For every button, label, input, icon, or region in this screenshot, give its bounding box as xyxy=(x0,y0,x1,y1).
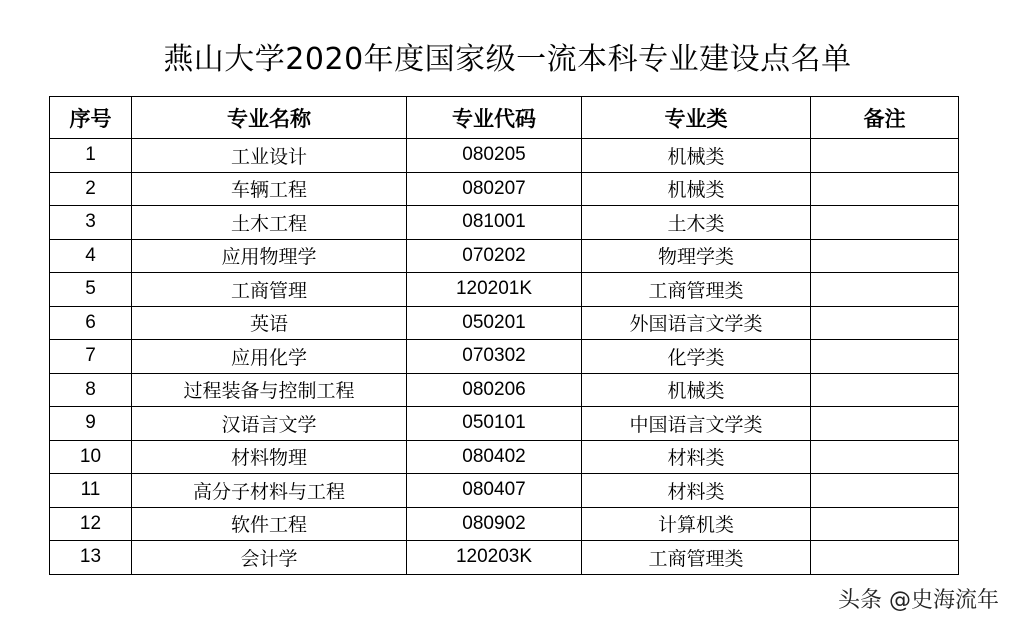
cell-major-name: 工商管理 xyxy=(132,273,407,307)
cell-major-name: 汉语言文学 xyxy=(132,407,407,441)
cell-index: 9 xyxy=(50,407,132,441)
cell-index: 2 xyxy=(50,172,132,206)
cell-category: 工商管理类 xyxy=(582,273,811,307)
cell-major-code: 050101 xyxy=(407,407,582,441)
table-row xyxy=(50,306,959,340)
cell-category: 物理学类 xyxy=(582,239,811,273)
cell-index: 3 xyxy=(50,206,132,240)
cell-major-name: 应用物理学 xyxy=(132,239,407,273)
cell-major-code: 070302 xyxy=(407,340,582,374)
cell-major-name: 软件工程 xyxy=(132,507,407,541)
cell-index: 5 xyxy=(50,273,132,307)
cell-remark xyxy=(811,206,959,240)
cell-major-code: 080205 xyxy=(407,139,582,173)
cell-remark xyxy=(811,172,959,206)
cell-remark xyxy=(811,507,959,541)
table-row xyxy=(50,440,959,474)
cell-category: 机械类 xyxy=(582,172,811,206)
cell-major-code: 080402 xyxy=(407,440,582,474)
major-list-table xyxy=(49,96,959,575)
cell-category: 外国语言文学类 xyxy=(582,306,811,340)
table-row xyxy=(50,507,959,541)
cell-index: 12 xyxy=(50,507,132,541)
cell-major-name: 车辆工程 xyxy=(132,172,407,206)
cell-major-name: 工业设计 xyxy=(132,139,407,173)
table-row xyxy=(50,541,959,575)
cell-remark xyxy=(811,373,959,407)
table-row xyxy=(50,474,959,508)
cell-remark xyxy=(811,306,959,340)
cell-major-code: 120203K xyxy=(407,541,582,575)
cell-remark xyxy=(811,474,959,508)
cell-major-code: 070202 xyxy=(407,239,582,273)
cell-category: 化学类 xyxy=(582,340,811,374)
cell-index: 6 xyxy=(50,306,132,340)
header-remark: 备注 xyxy=(811,97,959,139)
cell-category: 机械类 xyxy=(582,373,811,407)
cell-index: 10 xyxy=(50,440,132,474)
table-row xyxy=(50,340,959,374)
cell-remark xyxy=(811,273,959,307)
table-row xyxy=(50,139,959,173)
cell-major-code: 081001 xyxy=(407,206,582,240)
cell-category: 工商管理类 xyxy=(582,541,811,575)
cell-major-name: 应用化学 xyxy=(132,340,407,374)
header-name: 专业名称 xyxy=(132,97,407,139)
table-row xyxy=(50,407,959,441)
cell-remark xyxy=(811,340,959,374)
cell-major-code: 080407 xyxy=(407,474,582,508)
cell-category: 机械类 xyxy=(582,139,811,173)
cell-major-name: 英语 xyxy=(132,306,407,340)
cell-category: 材料类 xyxy=(582,440,811,474)
cell-remark xyxy=(811,440,959,474)
cell-index: 1 xyxy=(50,139,132,173)
page-title: 燕山大学2020年度国家级一流本科专业建设点名单 xyxy=(163,42,852,77)
table-header-row xyxy=(50,97,959,139)
cell-index: 13 xyxy=(50,541,132,575)
cell-index: 11 xyxy=(50,474,132,508)
cell-index: 7 xyxy=(50,340,132,374)
table-row xyxy=(50,273,959,307)
cell-major-name: 材料物理 xyxy=(132,440,407,474)
cell-major-name: 土木工程 xyxy=(132,206,407,240)
cell-major-code: 080207 xyxy=(407,172,582,206)
cell-category: 材料类 xyxy=(582,474,811,508)
cell-major-code: 120201K xyxy=(407,273,582,307)
cell-major-name: 过程装备与控制工程 xyxy=(132,373,407,407)
cell-category: 计算机类 xyxy=(582,507,811,541)
header-index: 序号 xyxy=(50,97,132,139)
cell-remark xyxy=(811,239,959,273)
cell-major-name: 会计学 xyxy=(132,541,407,575)
cell-index: 4 xyxy=(50,239,132,273)
watermark: 头条 @史海流年 xyxy=(838,588,999,613)
cell-remark xyxy=(811,139,959,173)
cell-index: 8 xyxy=(50,373,132,407)
table-row xyxy=(50,373,959,407)
cell-remark xyxy=(811,407,959,441)
cell-major-name: 高分子材料与工程 xyxy=(132,474,407,508)
table-row xyxy=(50,239,959,273)
cell-remark xyxy=(811,541,959,575)
table-row xyxy=(50,206,959,240)
cell-major-code: 080902 xyxy=(407,507,582,541)
header-code: 专业代码 xyxy=(407,97,582,139)
header-category: 专业类 xyxy=(582,97,811,139)
cell-category: 中国语言文学类 xyxy=(582,407,811,441)
cell-category: 土木类 xyxy=(582,206,811,240)
cell-major-code: 050201 xyxy=(407,306,582,340)
cell-major-code: 080206 xyxy=(407,373,582,407)
table-row xyxy=(50,172,959,206)
